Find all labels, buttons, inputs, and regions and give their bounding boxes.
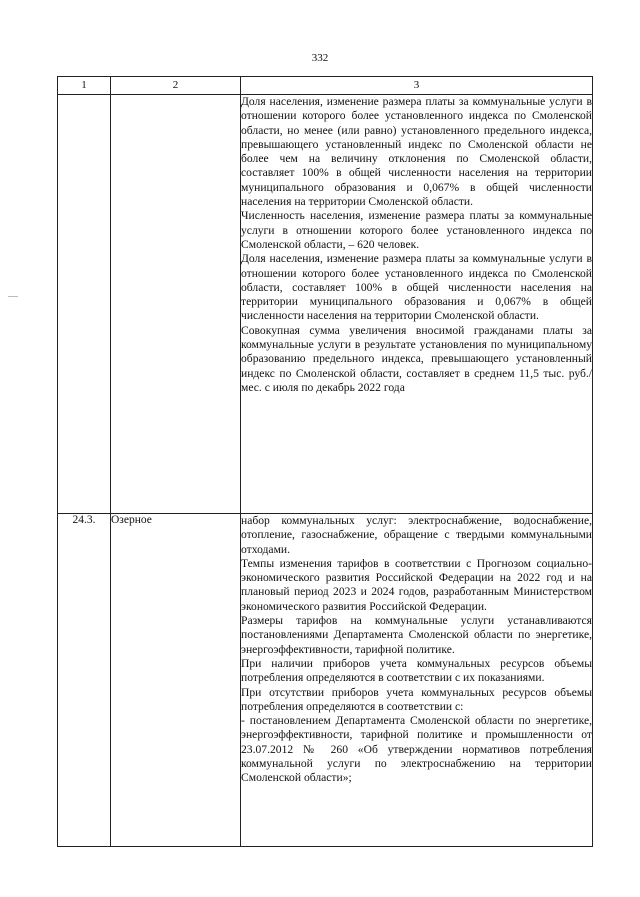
document-table [57,76,593,847]
column-header-2: 2 [111,77,241,95]
paragraph: При отсутствии приборов учета коммунальных ресурсов объемы потребления определяются в соответствии с: [241,685,592,713]
paragraph: Совокупная сумма увеличения вносимой гражданами платы за коммунальные услуги в результате установления по муниципальному образованию предельного индекса, превышающего установленный индекс по Смоленской области, составляет в среднем 11,5 тыс. руб./мес. с июля по декабрь 2022 года [241,323,592,394]
paragraph: При наличии приборов учета коммунальных ресурсов объемы потребления определяются в соответствии с их показаниями. [241,656,592,685]
row-number-cell [58,95,111,514]
paragraph: набор коммунальных услуг: электроснабжение, водоснабжение, отопление, газоснабжение, обращение с твердыми коммунальными отходами. [241,514,592,556]
table-row [58,95,593,514]
paragraph: Темпы изменения тарифов в соответствии с Прогнозом социально-экономического развития Российской Федерации на 2022 год и на плановый период 2023 и 2024 годов, разработанным Министерством экономического развития Российской Федерации. [241,556,592,613]
paragraph: Размеры тарифов на коммунальные услуги устанавливаются постановлениями Департамента Смоленской области по энергетике, энергоэффективности, тарифной политике. [241,614,592,656]
row-number-cell: 24.3. [58,514,111,847]
paragraph: Доля населения, изменение размера платы за коммунальные услуги в отношении которого более установленного индекса по Смоленской области, составляет 100% в общей численности населения на территории муниципального образования и 0,067% в общей численности населения на территории Смоленской области. [241,252,592,323]
page-number: 332 [311,52,329,64]
paragraph: Доля населения, изменение размера платы за коммунальные услуги в отношении которого более установленного индекса по Смоленской области, но менее (или равно) установленного предельного индекса, превышающего установленный индекс по Смоленской области не более чем на величину отклонения по Смоленской области, составляет 100% в общей численности населения на территории муниципального образования и 0,067% в общей численности населения на территории Смоленской области. [241,95,592,209]
description-cell [241,514,593,847]
paragraph: Численность населения, изменение размера платы за коммунальные услуги в отношении которого более установленного индекса по Смоленской области, – 620 человек. [241,209,592,251]
column-header-3: 3 [241,77,593,95]
column-header-1: 1 [58,77,111,95]
paragraph: - постановлением Департамента Смоленской области по энергетике, энергоэффективности, тарифной политике и промышленности от 23.07.2012 № 260 «Об утверждении нормативов потребления коммунальной услуги по электроснабжению на территории Смоленской области»; [241,714,592,785]
margin-mark [8,296,18,297]
description-cell [241,95,593,514]
settlement-name-cell [111,95,241,514]
settlement-name-cell: Озерное [111,514,241,847]
table-row [58,514,593,847]
table-header-row [58,77,593,95]
